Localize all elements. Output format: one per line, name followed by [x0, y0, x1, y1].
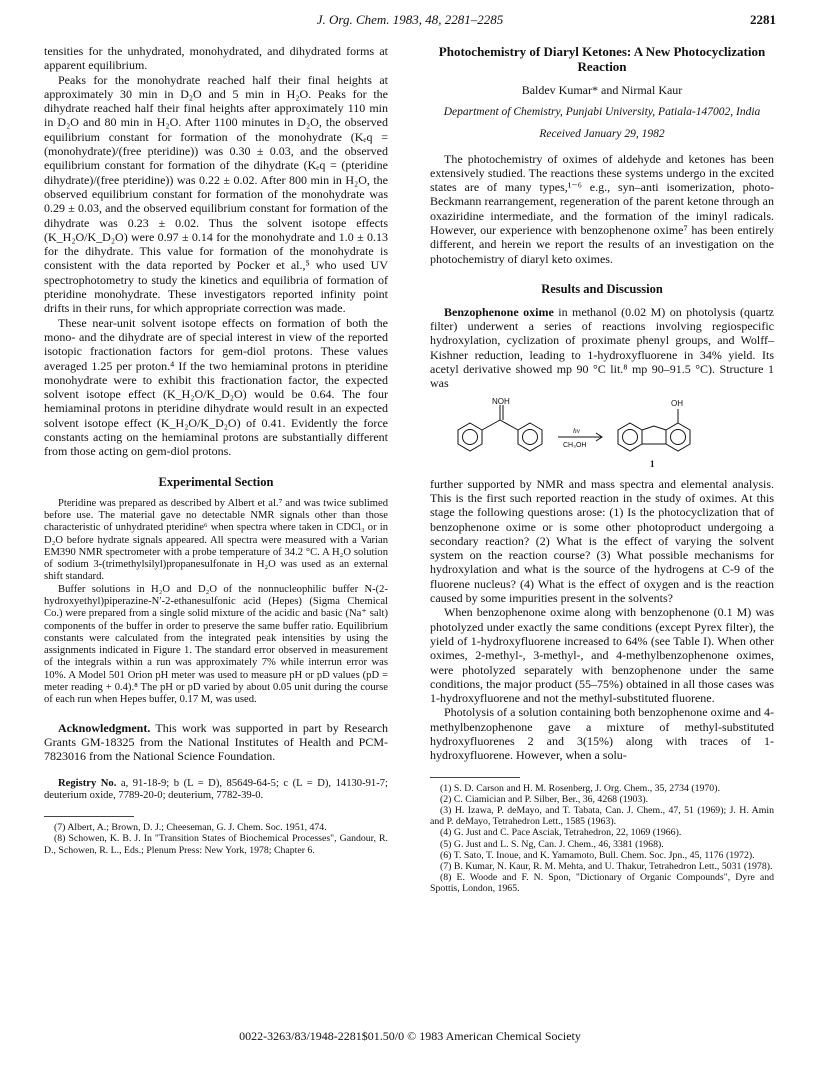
article-authors: Baldev Kumar* and Nirmal Kaur [521, 83, 683, 97]
article-title: Photochemistry of Diaryl Ketones: A New Photocyclization Reaction [438, 44, 766, 74]
paragraph: Peaks for the monohydrate reached half their final heights at approximately 30 min in D₂O and 5 min in H₂O. Peaks for the dihydrate reached half their final heights after approximately 110 min in D₂O and 80 min in H₂O. After 1100 minutes in D₂O, the observed equilibrium constant for formation of the monohydrate (Kₑq = (monohydrate)/(free pteridine)) was 0.30 ± 0.03, and the observed equilibrium constant for formation of the dihydrate (Kₑq = (pteridine dihydrate)/(free pteridine)) was 0.22 ± 0.02. After 800 min in H₂O, the observed equilibrium constant for formation of the monohydrate was 0.29 ± 0.03, and the observed equilibrium constant for formation of the dihydrate was 0.23 ± 0.02. Thus the solvent isotope effects (K_H₂O/K_D₂O) were 0.97 ± 0.14 for the monohydrate and 1.0 ± 0.13 for the dihydrate. This value for formation of the monohydrate is consistent with the data reported by Pocker et al.,⁵ who used UV spectrophotometry to study the kinetics and equilibria of formation of pteridine monohydrate. These investigators reported infinity point drifts in their runs, for which appropriate correction was made. [44, 72, 388, 316]
left-column [44, 44, 388, 856]
scheme-drawing [430, 395, 774, 471]
left-footnotes [44, 822, 388, 856]
footnote: (5) G. Just and L. S. Ng, Can. J. Chem., 46, 3381 (1968). [440, 838, 664, 850]
footnote: (1) S. D. Carson and H. M. Rosenberg, J. Org. Chem., 35, 2734 (1970). [440, 782, 720, 794]
compound-number: 1 [650, 458, 655, 469]
acknowledgment-text: This work was supported in part by Research Grants GM-18325 from the National Institutes of Health and PCM-7823016 from the National Science Foundation. [44, 720, 388, 764]
solvent-label: CH₃OH [563, 441, 587, 449]
author-affiliation: Department of Chemistry, Punjabi University, Patiala-147002, India [443, 106, 761, 118]
paragraph: These near-unit solvent isotope effects on formation of both the mono- and the dihydrate are of special interest in view of the reported isotopic fractionation factors for gem-diol protons. These values averaged 1.25 per proton.⁴ If the two hemiaminal protons in pteridine monohydrate were to exhibit this fractionation factor, the expected solvent isotope effect (K_H₂O/K_D₂O) would be 0.64. The four hemiaminal protons in pteridine dihydrate would result in an expected solvent isotope effect (K_H₂O/K_D₂O) of 0.41. Evidently the force constants acting on the hemiaminal protons are substantially different from those acting on gem-diol protons. [44, 315, 388, 459]
five-membered-ring [642, 426, 666, 444]
right-footnotes [430, 783, 774, 895]
section-heading-experimental: Experimental Section [158, 474, 274, 489]
reaction-scheme [430, 395, 774, 471]
right-column [430, 44, 774, 895]
footnote-divider [44, 816, 134, 817]
copyright-footer: 0022-3263/83/1948-2281$01.50/0 © 1983 American Chemical Society [239, 1029, 581, 1043]
section-heading-results: Results and Discussion [541, 281, 663, 296]
footnote: (7) Albert, A.; Brown, D. J.; Cheeseman, G. J. Chem. Soc. 1951, 474. [54, 822, 327, 834]
paragraph: tensities for the unhydrated, monohydrated, and dihydrated forms at apparent equilibrium. [44, 44, 388, 73]
hydroxyl-label: OH [671, 398, 683, 408]
footnote: (3) H. Izawa, P. deMayo, and T. Tabata, Can. J. Chem., 47, 51 (1969); J. H. Amin and P. deMayo, Tetrahedron Lett., 1585 (1963). [430, 805, 774, 828]
footnote: (6) T. Sato, T. Inoue, and K. Yamamoto, Bull. Chem. Soc. Jpn., 45, 1176 (1972). [440, 849, 755, 861]
paragraph: Buffer solutions in H₂O and D₂O of the nonnucleophilic buffer N-(2-hydroxyethyl)piperazine-N′-2-ethanesulfonic acid (Hepes) (Sigma Chemical Co.) were prepared from a single solid mixture of the acidic and basic (Na⁺ salt) components of the buffer in order to preserve the same buffer ratio. Equilibrium constants were calculated from the integrated peak intensities by using the assignments indicated in Figure 1. The standard error observed in measurement of the integrals within a run was approximately 7% while interrun error was 10%. A Model 501 Orion pH meter was used to measure pH or pD values (pD = meter reading + 0.4).⁸ The pH or pD varied by about 0.05 unit during the course of each run when Hepes buffer, 0.17 M, was used. [44, 583, 388, 706]
footnote: (2) C. Ciamician and P. Silber, Ber., 36, 4268 (1903). [440, 793, 649, 805]
footnote: (4) G. Just and C. Pace Asciak, Tetrahedron, 22, 1069 (1966). [440, 827, 682, 839]
footnote: (7) B. Kumar, N. Kaur, R. M. Mehta, and U. Thakur, Tetrahedron Lett., 5031 (1978). [440, 861, 773, 873]
running-header [0, 12, 820, 32]
benzene-ring [618, 423, 642, 451]
paragraph: further supported by NMR and mass spectra and elemental analysis. This is the first such reported reaction in the study of oximes. At this stage the following questions arose: (1) Is the photocyclization that of benzophenone oxime or is some other photoproduct undergoing a secondary reaction? (2) What is the effect of varying the solvent system on the reaction course? (3) What possible mechanisms for hydroxylation and what is the source of the hydrogens at C-9 of the fluorene nucleus? (4) What is the effect of oxygen and is the reaction caused by some impurities present in the solvents? [430, 476, 774, 606]
footnote: (8) E. Woode and F. N. Spon, "Dictionary of Organic Compounds", Dyre and Spottis, London, 1965. [430, 872, 774, 895]
benzene-ring [666, 423, 690, 451]
paragraph: The photochemistry of oximes of aldehyde and ketones has been extensively studied. The reactions these systems undergo in the excited states are of many types,¹⁻⁶ e.g., syn–anti isomerization, photo-Beckmann rearrangement, regeneration of the parent ketone through an oxaziridine intermediate, and the formation of the iminyl radicals. However, our experience with benzophenone oxime⁷ has been entirely different, and herein we report the results of an investigation on the photochemistry of diaryl keto oximes. [430, 151, 774, 266]
acknowledgment-label: Acknowledgment. [58, 720, 151, 735]
paragraph [430, 305, 774, 391]
registry-block [44, 778, 388, 803]
experimental-body [44, 498, 388, 707]
paragraph-text: in methanol (0.02 M) on photolysis (quartz filter) underwent a series of reactions involving regiospecific hydroxylation, cyclization of proximate phenyl groups, and Wolff–Kishner reduction, leading to 1-hydroxyfluorene in 34% yield. Its acetyl derivative showed mp 90 °C lit.⁸ mp 90–91.5 °C). Structure 1 was [430, 304, 774, 391]
page-number: 2281 [750, 12, 776, 27]
registry-label: Registry No. [58, 777, 117, 789]
paragraph: When benzophenone oxime along with benzophenone (0.1 M) was photolyzed under exactly the same conditions (except Pyrex filter), the yield of 1-hydroxyfluorene increased to 64% (see Table I). When other oximes, 2-methyl-, 3-methyl-, and 4-methylbenzophenone oximes, were photolyzed separately with benzophenone under the same conditions, the major product (55–75%) obtained in all those cases was 1-hydroxyfluorene and not the methyl-substituted fluorene. [430, 605, 774, 706]
registry-text: a, 91-18-9; b (L = D), 85649-64-5; c (L = D), 14130-91-7; deuterium oxide, 7789-20-0; deuterium, 7782-39-0. [44, 777, 388, 801]
benzene-ring [458, 423, 482, 451]
received-date: Received January 29, 1982 [539, 127, 665, 140]
registry-numbers [44, 778, 388, 803]
benzene-ring [518, 423, 542, 451]
light-label: hν [573, 425, 581, 435]
footnote-divider [430, 777, 520, 778]
paragraph: Pteridine was prepared as described by Albert et al.⁷ and was twice sublimed before use. The material gave no detectable NMR signals other than those characteristic of unhydrated pteridine⁶ when spectra where taken in CDCl₃ or in D₂O before hydrate signals appeared. All spectra were measured with a Varian EM390 NMR spectrometer with a probe temperature of 34.2 °C. A H₂O solution of sodium 3-(trimethylsilyl)propanesulfonate in H₂O was used as an external shift standard. [44, 497, 388, 583]
oxime-label: NOH [492, 396, 510, 406]
paragraph: Photolysis of a solution containing both benzophenone oxime and 4-methylbenzophenone gave a mixture of methyl-substituted hydroxyfluorenes 2 and 3(15%) along with traces of 1-hydroxyfluorene. However, when a solu- [430, 705, 774, 763]
paragraph-lead: Benzophenone oxime [444, 304, 554, 319]
footnote: (8) Schowen, K. B. J. In "Transition States of Biochemical Processes", Gandour, R. D., Schowen, R. L., Eds.; Plenum Press: New York, 1978; Chapter 6. [44, 833, 388, 856]
journal-citation: J. Org. Chem. 1983, 48, 2281–2285 [316, 12, 504, 27]
acknowledgment [44, 721, 388, 764]
